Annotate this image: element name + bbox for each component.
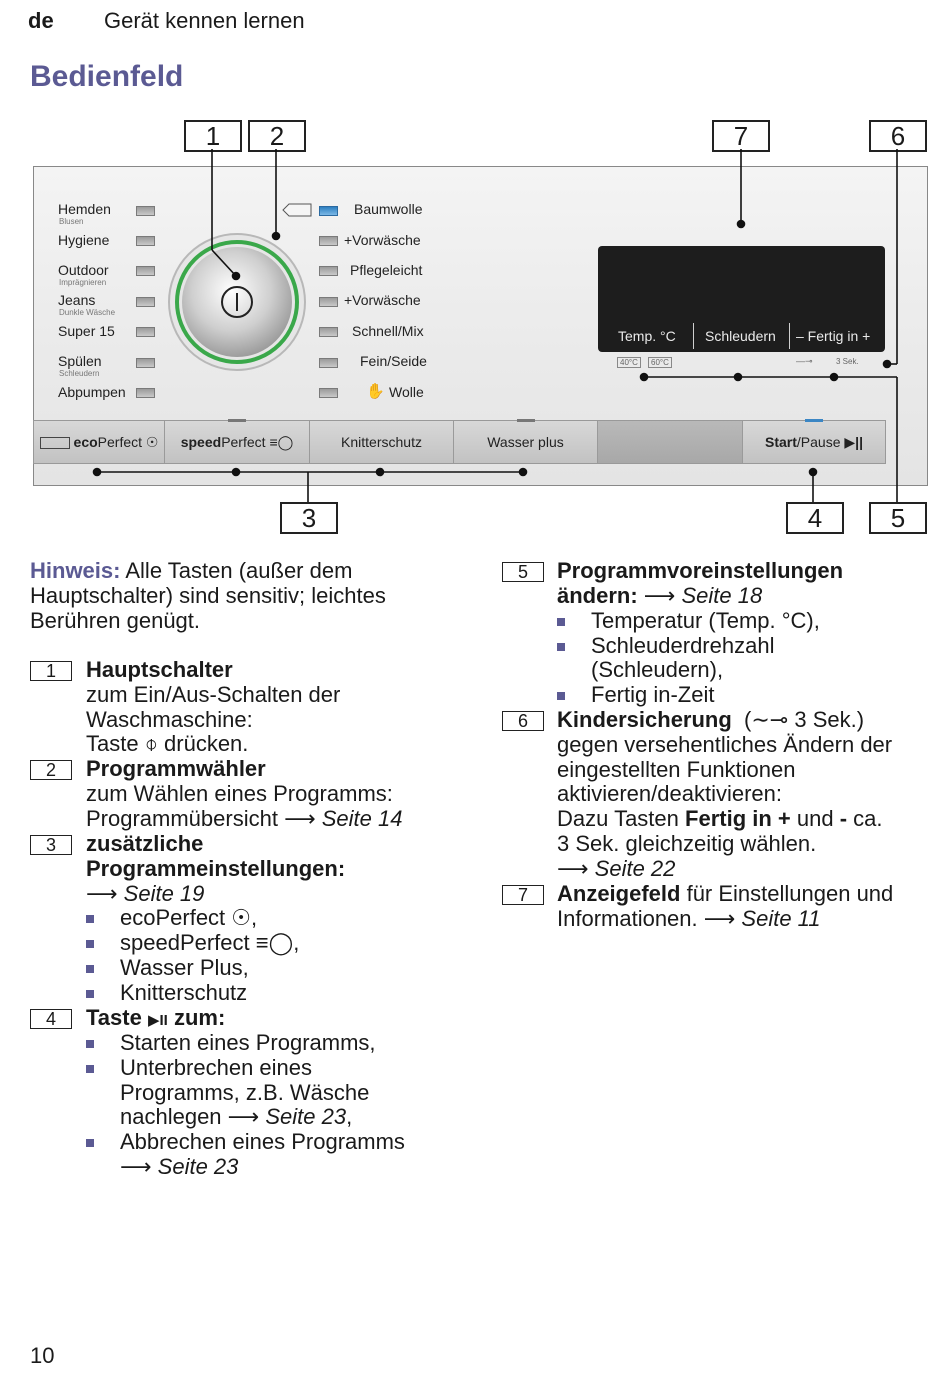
item-title: ändern: ⟶ Seite 18 <box>557 583 763 608</box>
display-spin-label: Schleudern <box>705 328 776 344</box>
program-label: Pflegeleicht <box>350 262 423 278</box>
bullet-text: ecoPerfect ☉, <box>120 905 258 930</box>
bullet-text: nachlegen ⟶ Seite 23, <box>120 1104 353 1129</box>
item-text: eingestellten Funktionen <box>557 757 796 782</box>
bullet-text: Starten eines Programms, <box>120 1030 376 1055</box>
item-number-box: 3 <box>30 835 72 855</box>
program-label: Spülen <box>58 353 102 369</box>
program-label: Schnell/Mix <box>352 323 424 339</box>
item-text: gegen versehentliches Ändern der <box>557 732 893 757</box>
callout-4: 4 <box>786 502 844 534</box>
item-title: Programmeinstellungen: <box>86 856 346 881</box>
item-text: zum Ein/Aus-Schalten der <box>86 682 341 707</box>
callout-1: 1 <box>184 120 242 152</box>
wasser-plus-button[interactable]: Wasser plus <box>454 421 598 463</box>
childlock-label: 3 Sek. <box>836 357 859 366</box>
ecoperfect-icon: ☉ <box>145 434 159 450</box>
callout-7: 7 <box>712 120 770 152</box>
arrow-icon: ⟶ <box>643 583 676 608</box>
bullet <box>557 618 565 626</box>
bullet <box>86 1065 94 1073</box>
bullet-text: ⟶ Seite 23 <box>120 1154 239 1179</box>
item-number-box: 1 <box>30 661 72 681</box>
arrow-icon: ⟶ <box>86 881 118 906</box>
speedperfect-icon: ≡◯ <box>255 930 294 955</box>
item-number-box: 7 <box>502 885 544 905</box>
temp-60-label: 60°C <box>648 357 672 368</box>
program-sublabel: Blusen <box>59 217 84 226</box>
bullet-text: Knitterschutz <box>120 980 248 1005</box>
item-title: Anzeigefeld für Einstellungen und <box>557 881 894 906</box>
program-label: Hygiene <box>58 232 110 248</box>
bullet-text: Abbrechen eines Programms <box>120 1129 405 1154</box>
bullet <box>557 692 565 700</box>
knitterschutz-button[interactable]: Knitterschutz <box>310 421 454 463</box>
item-text: Waschmaschine: <box>86 707 253 732</box>
item-text: ⟶ Seite 22 <box>557 856 676 881</box>
bullet-text: speedPerfect ≡◯, <box>120 930 300 955</box>
item-text: Taste ⌽ drücken. <box>86 731 249 756</box>
bullet-text: (Schleudern), <box>591 657 724 682</box>
item-text: Dazu Tasten Fertig in + und - ca. <box>557 806 883 831</box>
item-text: Informationen. ⟶ Seite 11 <box>557 906 821 931</box>
item-title: Programmvoreinstellungen <box>557 558 844 583</box>
arrow-icon: ⟶ <box>227 1104 260 1129</box>
program-label: Outdoor <box>58 262 109 278</box>
program-label: Baumwolle <box>354 201 423 217</box>
item-number-box: 6 <box>502 711 544 731</box>
program-label: Hemden <box>58 201 111 217</box>
childlock-icon: ∼⊸ <box>751 707 789 732</box>
chapter-title: Gerät kennen lernen <box>104 8 305 33</box>
bullet-text: Temperatur (Temp. °C), <box>591 608 820 633</box>
callout-5: 5 <box>869 502 927 534</box>
program-sublabel: Dunkle Wäsche <box>59 308 116 317</box>
page-title: Bedienfeld <box>30 60 184 93</box>
play-pause-icon: ▶II <box>147 1012 168 1029</box>
note-line: Hinweis: Alle Tasten (außer dem <box>30 558 353 583</box>
temp-40-label: 40°C <box>617 357 641 368</box>
program-label: Abpumpen <box>58 384 126 400</box>
bullet <box>557 643 565 651</box>
program-label: +Vorwäsche <box>344 292 421 308</box>
power-icon: ⌽ <box>144 731 158 756</box>
item-title: Kindersicherung (∼⊸ 3 Sek.) <box>557 707 865 732</box>
item-text: ⟶ Seite 19 <box>86 881 205 906</box>
item-number-box: 2 <box>30 760 72 780</box>
start-pause-button[interactable]: Start/Pause ▶|| <box>765 434 863 450</box>
note-line: Berühren genügt. <box>30 608 201 633</box>
bullet <box>86 915 94 923</box>
program-label: Fein/Seide <box>360 353 427 369</box>
bullet-text: Programms, z.B. Wäsche <box>120 1080 370 1105</box>
arrow-icon: ⟶ <box>703 906 736 931</box>
callout-leader-lines <box>0 0 950 540</box>
program-sublabel: Schleudern <box>59 369 100 378</box>
display-temp-label: Temp. °C <box>618 328 676 344</box>
arrow-icon: ⟶ <box>120 1154 152 1179</box>
speedperfect-button[interactable]: speedPerfect ≡◯ <box>165 421 310 463</box>
program-label: Super 15 <box>58 323 115 339</box>
bullet-text: Wasser Plus, <box>120 955 249 980</box>
program-label: +Vorwäsche <box>344 232 421 248</box>
item-title: zusätzliche <box>86 831 204 856</box>
note-line: Hauptschalter) sind sensitiv; leichtes <box>30 583 386 608</box>
language-tag: de <box>28 8 54 33</box>
page-number: 10 <box>30 1343 55 1368</box>
item-title: Hauptschalter <box>86 657 233 682</box>
item-number-box: 5 <box>502 562 544 582</box>
arrow-icon: ⟶ <box>284 806 316 831</box>
bullet-text: Fertig in-Zeit <box>591 682 715 707</box>
item-number-box: 4 <box>30 1009 72 1029</box>
ecoperfect-icon: ☉ <box>231 905 252 930</box>
bullet-text: Schleuderdrehzahl <box>591 633 775 658</box>
program-sublabel: Imprägnieren <box>59 278 107 287</box>
callout-3: 3 <box>280 502 338 534</box>
program-label: Wolle <box>389 384 424 400</box>
item-text: zum Wählen eines Programms: <box>86 781 393 806</box>
bullet <box>86 1139 94 1147</box>
program-label: Jeans <box>58 292 96 308</box>
item-text: 3 Sek. gleichzeitig wählen. <box>557 831 817 856</box>
bullet <box>86 940 94 948</box>
item-text: Programmübersicht ⟶ Seite 14 <box>86 806 403 831</box>
callout-6: 6 <box>869 120 927 152</box>
callout-2: 2 <box>248 120 306 152</box>
bullet <box>86 965 94 973</box>
item-text: aktivieren/deaktivieren: <box>557 781 783 806</box>
play-pause-icon: ▶|| <box>844 434 863 450</box>
item-title: Taste ▶II zum: <box>86 1005 226 1030</box>
bullet-text: Unterbrechen eines <box>120 1055 313 1080</box>
bullet <box>86 1040 94 1048</box>
speedperfect-icon: ≡◯ <box>269 434 294 450</box>
childlock-icon: —⊸ <box>796 356 813 366</box>
wool-icon: ✋ <box>366 383 385 400</box>
bullet <box>86 990 94 998</box>
display-finish-label: – Fertig in + <box>796 328 871 344</box>
item-title: Programmwähler <box>86 756 266 781</box>
ecoperfect-button[interactable]: ecoPerfect ☉ <box>34 421 165 463</box>
arrow-icon: ⟶ <box>557 856 589 881</box>
